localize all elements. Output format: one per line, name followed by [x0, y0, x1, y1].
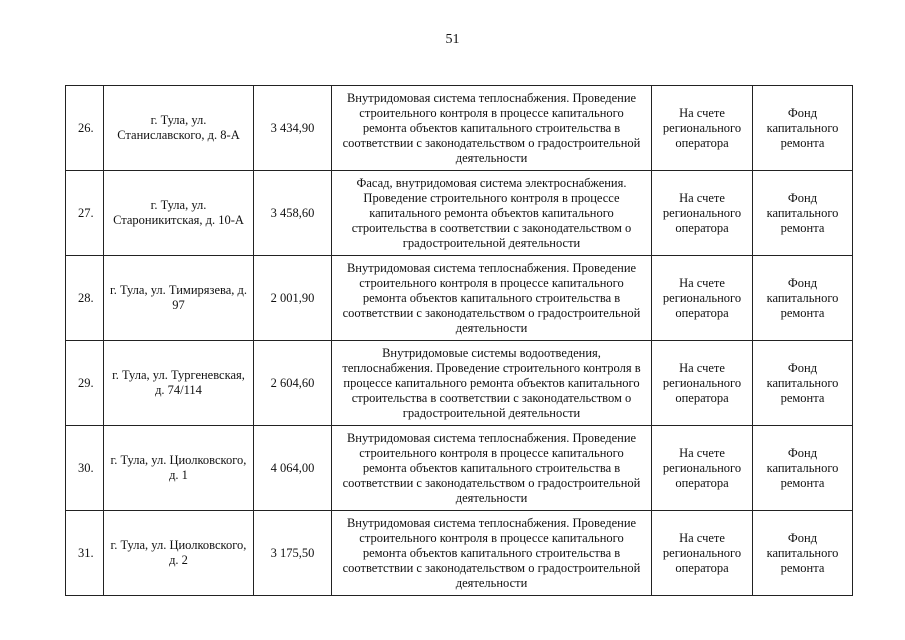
address-cell: г. Тула, ул. Тургеневская, д. 74/114	[104, 341, 254, 426]
row-number: 31.	[66, 511, 104, 596]
account-cell: На счете регионального оператора	[652, 171, 753, 256]
fund-cell: Фонд капитального ремонта	[753, 426, 853, 511]
fund-cell: Фонд капитального ремонта	[753, 86, 853, 171]
works-cell: Внутридомовая система теплоснабжения. Проведение строительного контроля в процессе капитального ремонта объектов капитального строительства в соответствии с законодательством о градостроительной деятельности	[332, 86, 652, 171]
account-cell: На счете регионального оператора	[652, 256, 753, 341]
table-row	[66, 426, 853, 511]
area-cell: 3 458,60	[254, 171, 332, 256]
area-cell: 2 604,60	[254, 341, 332, 426]
address-cell: г. Тула, ул. Станиславского, д. 8-А	[104, 86, 254, 171]
account-cell: На счете регионального оператора	[652, 511, 753, 596]
table-row	[66, 256, 853, 341]
row-number: 30.	[66, 426, 104, 511]
address-cell: г. Тула, ул. Староникитская, д. 10-А	[104, 171, 254, 256]
address-cell: г. Тула, ул. Циолковского, д. 2	[104, 511, 254, 596]
fund-cell: Фонд капитального ремонта	[753, 256, 853, 341]
works-cell: Внутридомовая система теплоснабжения. Проведение строительного контроля в процессе капитального ремонта объектов капитального строительства в соответствии с законодательством о градостроительной деятельности	[332, 511, 652, 596]
table-row	[66, 341, 853, 426]
account-cell: На счете регионального оператора	[652, 86, 753, 171]
area-cell: 4 064,00	[254, 426, 332, 511]
fund-cell: Фонд капитального ремонта	[753, 171, 853, 256]
address-cell: г. Тула, ул. Тимирязева, д. 97	[104, 256, 254, 341]
works-cell: Внутридомовые системы водоотведения, теплоснабжения. Проведение строительного контроля в процессе капитального ремонта объектов капитального строительства в соответствии с законодательством о градостроительной деятельности	[332, 341, 652, 426]
page-number: 51	[445, 32, 460, 47]
area-cell: 2 001,90	[254, 256, 332, 341]
account-cell: На счете регионального оператора	[652, 426, 753, 511]
address-cell: г. Тула, ул. Циолковского, д. 1	[104, 426, 254, 511]
row-number: 27.	[66, 171, 104, 256]
repair-program-table	[65, 85, 853, 596]
fund-cell: Фонд капитального ремонта	[753, 511, 853, 596]
table-row	[66, 86, 853, 171]
works-cell: Внутридомовая система теплоснабжения. Проведение строительного контроля в процессе капитального ремонта объектов капитального строительства в соответствии с законодательством о градостроительной деятельности	[332, 256, 652, 341]
row-number: 26.	[66, 86, 104, 171]
area-cell: 3 434,90	[254, 86, 332, 171]
table-row	[66, 171, 853, 256]
area-cell: 3 175,50	[254, 511, 332, 596]
row-number: 29.	[66, 341, 104, 426]
fund-cell: Фонд капитального ремонта	[753, 341, 853, 426]
row-number: 28.	[66, 256, 104, 341]
works-cell: Внутридомовая система теплоснабжения. Проведение строительного контроля в процессе капитального ремонта объектов капитального строительства в соответствии с законодательством о градостроительной деятельности	[332, 426, 652, 511]
account-cell: На счете регионального оператора	[652, 341, 753, 426]
table-row	[66, 511, 853, 596]
works-cell: Фасад, внутридомовая система электроснабжения. Проведение строительного контроля в процессе капитального ремонта объектов капитального строительства в соответствии с законодательством о градостроительной деятельности	[332, 171, 652, 256]
